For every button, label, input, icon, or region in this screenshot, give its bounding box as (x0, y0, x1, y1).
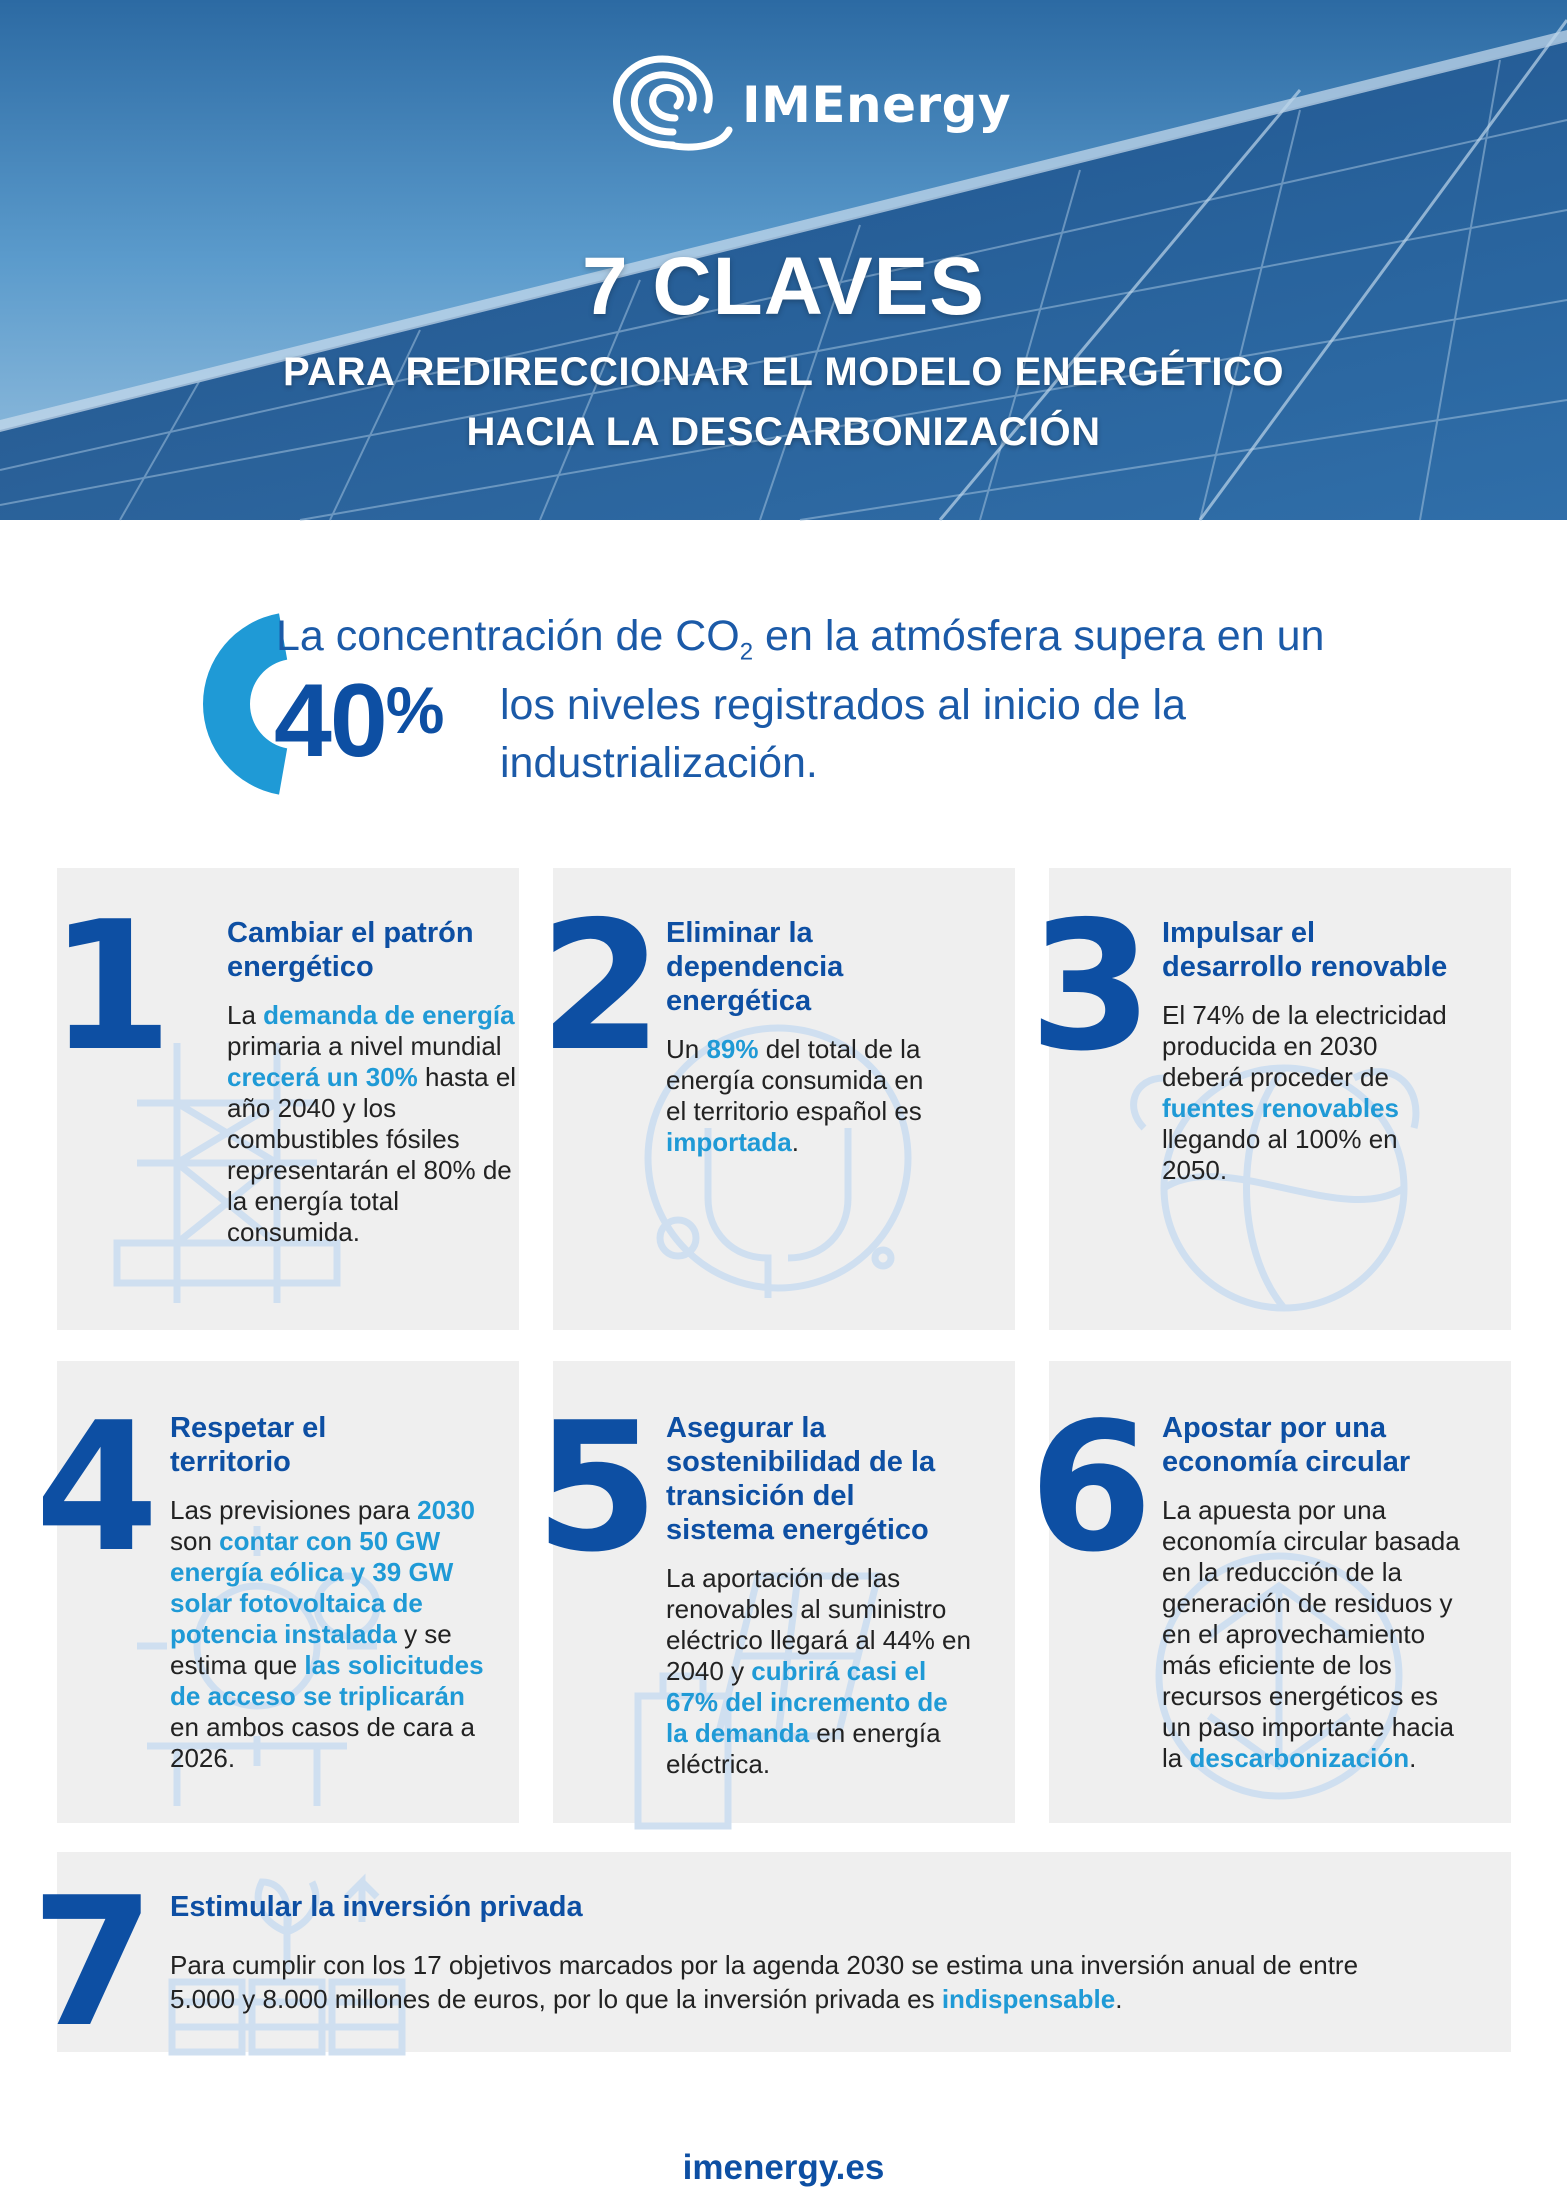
key-card-6 (1029, 1361, 1511, 1823)
key-body-line (227, 1124, 516, 1155)
key-title-line: Cambiar el patrón (227, 917, 474, 949)
key-title-line: Impulsar el (1162, 917, 1316, 949)
key-title (170, 1411, 326, 1479)
body-text: 5.000 y 8.000 millones de euros, por lo que la inversión privada es (170, 1984, 942, 2014)
stat-intro-part1: La concentración de CO (276, 612, 740, 660)
key-title-line: Estimular la inversión privada (170, 1891, 583, 1923)
body-text: 2026. (170, 1743, 236, 1773)
key-title-line: energética (666, 985, 812, 1017)
highlight-text: demanda de energía (263, 1000, 515, 1030)
key-body-line (170, 1982, 1358, 2016)
hero-banner (0, 0, 1567, 520)
key-body-line (170, 1743, 484, 1774)
key-number: 6 (1029, 1384, 1147, 1591)
key-body-line (170, 1619, 484, 1650)
highlight-text: cubrirá casi el (751, 1656, 927, 1686)
stat-value (274, 662, 442, 781)
key-title (227, 916, 474, 984)
body-text: la (1162, 1743, 1190, 1773)
key-body-line (1162, 1062, 1447, 1093)
highlight-text: descarbonización (1189, 1743, 1410, 1773)
body-text: y se (396, 1619, 452, 1649)
key-body-line (1162, 1588, 1460, 1619)
key-body-line (666, 1749, 971, 1780)
key-body-line (227, 1093, 516, 1124)
footer-url[interactable]: imenergy.es (682, 2148, 885, 2187)
key-body-line (170, 1712, 484, 1743)
key-title (170, 1890, 583, 1924)
key-body-line (170, 1495, 484, 1526)
key-body-line (666, 1656, 971, 1687)
highlight-text: 2030 (417, 1495, 475, 1525)
highlight-text: potencia instalada (170, 1619, 397, 1649)
page-subtitle-line1: PARA REDIRECCIONAR EL MODELO ENERGÉTICO (282, 350, 1285, 394)
stat-number: 40 (274, 663, 386, 779)
key-card-4 (35, 1361, 519, 1823)
body-text: La aportación de las (666, 1563, 901, 1593)
key-body-line (666, 1096, 923, 1127)
key-number: 1 (49, 883, 167, 1090)
key-body-line (227, 1217, 516, 1248)
key-body (666, 1563, 971, 1780)
key-body-line (227, 1155, 516, 1186)
key-body-line (227, 1062, 516, 1093)
body-text: El 74% de la electricidad (1162, 1000, 1447, 1030)
key-body-line (1162, 1681, 1460, 1712)
body-text: combustibles fósiles (227, 1124, 460, 1154)
highlight-text: crecerá un 30% (227, 1062, 418, 1092)
key-title (666, 916, 843, 1018)
key-body-line (666, 1034, 923, 1065)
body-text: son (170, 1526, 220, 1556)
body-text: llegando al 100% en (1162, 1124, 1398, 1154)
brand-logo (603, 50, 1011, 160)
highlight-text: contar con 50 GW (219, 1526, 441, 1556)
body-text: La apuesta por una (1162, 1495, 1387, 1525)
stat-description-line1: los niveles registrados al inicio de la (500, 681, 1186, 729)
key-card-1 (49, 868, 519, 1330)
key-body-line (1162, 1093, 1447, 1124)
body-text: eléctrica. (666, 1749, 771, 1779)
key-body-line (666, 1718, 971, 1749)
key-body-line (666, 1625, 971, 1656)
brand-name: IMEnergy (742, 76, 1012, 134)
key-number: 4 (35, 1384, 153, 1591)
body-text: en ambos casos de cara a (170, 1712, 475, 1742)
highlight-text: la demanda (666, 1718, 810, 1748)
body-text: más eficiente de los (1162, 1650, 1392, 1680)
body-text: . (791, 1127, 799, 1157)
highlight-text: energía eólica y 39 GW (170, 1557, 454, 1587)
stat-description-line2: industrialización. (500, 739, 818, 787)
body-text: 2050. (1162, 1155, 1228, 1185)
highlight-text: 89% (706, 1034, 759, 1064)
key-card-2 (539, 868, 1015, 1330)
body-text: 2040 y (666, 1656, 752, 1686)
key-title-line: dependencia (666, 951, 844, 983)
stat-intro (276, 612, 1324, 667)
key-number: 3 (1029, 883, 1147, 1090)
key-body (227, 1000, 516, 1248)
key-body-line (1162, 1124, 1447, 1155)
key-title-line: sistema energético (666, 1514, 929, 1546)
highlight-text: 67% del incremento de (666, 1687, 948, 1717)
highlight-text: importada (666, 1127, 792, 1157)
key-body-line (170, 1588, 484, 1619)
key-title-line: Eliminar la (666, 917, 813, 949)
highlight-text: solar fotovoltaica de (170, 1588, 423, 1618)
body-text: eléctrico llegará al 44% en (666, 1625, 971, 1655)
body-text: Para cumplir con los 17 objetivos marcados por la agenda 2030 se estima una inversión anual de entre (170, 1950, 1359, 1980)
key-body-line (666, 1127, 923, 1158)
body-text: la energía total (227, 1186, 400, 1216)
key-title-line: territorio (170, 1446, 291, 1478)
key-body-line (227, 1031, 516, 1062)
stat-description (500, 676, 1400, 792)
body-text: el territorio español es (666, 1096, 922, 1126)
body-text: un paso importante hacia (1162, 1712, 1454, 1742)
body-text: producida en 2030 (1162, 1031, 1378, 1061)
key-card-5 (535, 1361, 1015, 1823)
key-body-line (666, 1594, 971, 1625)
key-title-line: desarrollo renovable (1162, 951, 1448, 983)
key-body-line (1162, 1743, 1460, 1774)
key-body-line (1162, 1619, 1460, 1650)
key-body-line (666, 1687, 971, 1718)
key-title-line: Asegurar la (666, 1412, 826, 1444)
key-card-7 (31, 1852, 1511, 2066)
body-text: deberá proceder de (1162, 1062, 1389, 1092)
key-body (666, 1034, 923, 1158)
key-body-line (170, 1650, 484, 1681)
body-text: renovables al suministro (666, 1594, 947, 1624)
key-body-line (227, 1186, 516, 1217)
body-text: recursos energéticos es (1162, 1681, 1439, 1711)
highlight-text: fuentes renovables (1162, 1093, 1399, 1123)
key-title (1162, 916, 1447, 984)
key-body-line (1162, 1557, 1460, 1588)
stat-intro-subscript: 2 (739, 638, 754, 666)
key-title-line: Respetar el (170, 1412, 327, 1444)
body-text: representarán el 80% de (227, 1155, 512, 1185)
body-text: Las previsiones para (170, 1495, 418, 1525)
key-body-line (170, 1948, 1358, 1982)
key-title-line: economía circular (1162, 1446, 1411, 1478)
body-text: en la reducción de la (1162, 1557, 1402, 1587)
key-body-line (1162, 1526, 1460, 1557)
body-text: economía circular basada (1162, 1526, 1460, 1556)
stat-intro-part2: en la atmósfera supera en un (753, 612, 1325, 660)
key-body-line (227, 1000, 516, 1031)
key-body-line (170, 1557, 484, 1588)
page-subtitle-line2: HACIA LA DESCARBONIZACIÓN (466, 410, 1101, 454)
body-text: consumida. (227, 1217, 360, 1247)
body-text: en el aprovechamiento (1162, 1619, 1426, 1649)
key-body-line (666, 1065, 923, 1096)
body-text: . (1409, 1743, 1417, 1773)
page-title: 7 CLAVES (582, 241, 985, 332)
percentage-ring-icon (140, 612, 290, 797)
key-body-line (1162, 1000, 1447, 1031)
body-text: energía consumida en (666, 1065, 924, 1095)
highlight-text: indispensable (941, 1984, 1116, 2014)
body-text: del total de la (758, 1034, 921, 1064)
body-text: año 2040 y los (227, 1093, 397, 1123)
key-body-line (170, 1526, 484, 1557)
body-text: Un (666, 1034, 707, 1064)
key-body (1162, 1495, 1460, 1774)
key-title-line: Apostar por una (1162, 1412, 1386, 1444)
key-card-3 (1029, 868, 1511, 1330)
key-body-line (170, 1681, 484, 1712)
stat-unit: % (385, 673, 443, 747)
body-text: en energía (809, 1718, 941, 1748)
swirl-logo-icon (603, 50, 738, 160)
body-text: estima que (170, 1650, 305, 1680)
highlight-text: de acceso se triplicarán (170, 1681, 465, 1711)
key-number: 2 (539, 883, 657, 1090)
key-title-line: transición del (666, 1480, 855, 1512)
key-body (1162, 1000, 1447, 1186)
body-text: hasta el (417, 1062, 517, 1092)
key-title (1162, 1411, 1410, 1479)
key-body (170, 1495, 484, 1774)
body-text: primaria a nivel mundial (227, 1031, 502, 1061)
key-title (666, 1411, 935, 1547)
key-body-line (1162, 1155, 1447, 1186)
key-body-line (1162, 1712, 1460, 1743)
key-title-line: sostenibilidad de la (666, 1446, 936, 1478)
key-body-line (1162, 1650, 1460, 1681)
highlight-text: las solicitudes (304, 1650, 484, 1680)
body-text: . (1115, 1984, 1123, 2014)
key-title-line: energético (227, 951, 374, 983)
key-body-line (1162, 1495, 1460, 1526)
key-number: 7 (31, 1859, 149, 2066)
key-number: 5 (535, 1384, 653, 1591)
body-text: La (227, 1000, 264, 1030)
body-text: generación de residuos y (1162, 1588, 1453, 1618)
key-body (170, 1948, 1358, 2016)
key-body-line (666, 1563, 971, 1594)
key-body-line (1162, 1031, 1447, 1062)
